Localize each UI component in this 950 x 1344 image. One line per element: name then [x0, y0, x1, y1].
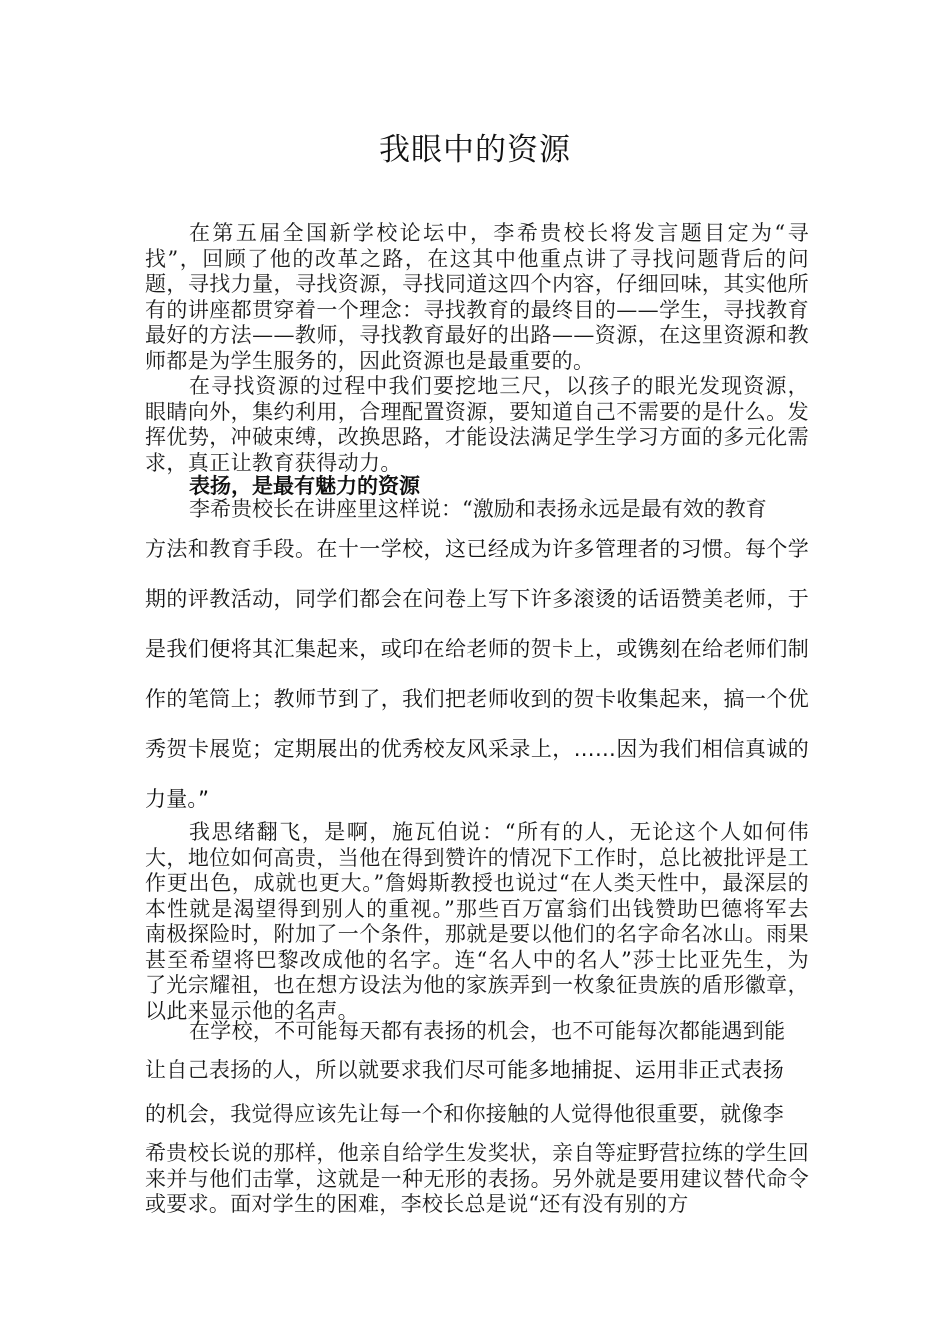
school-line-3-sans: 的机会	[145, 1102, 209, 1126]
school-line-2-sans: 尽可能多地捕捉、运用非正式表扬	[464, 1058, 784, 1082]
school-line-2-serif: 让自己表扬的人，所以就要求我们	[145, 1058, 465, 1082]
paragraph-james: 我思绪翻飞，是啊，施瓦伯说：“所有的人，无论这个人如何伟大，地位如何高贵，当他在得到赞许的情况下工作时，总比被批评是工作更出色，成就也更大。”詹姆斯教授也说过“在人类天性中，最深层的本性就是渴望得到别人的重视。”那些百万富翁们出钱赞助巴德将军去南极探险时，附加了一个条件，那就是要以他们的名字命名冰山。雨果甚至希望将巴黎改成他的名字。连“名人中的名人”莎士比亚先生，为了光宗耀祖，也在想方设法为他的家族弄到一枚象征贵族的盾形徽章，以此来显示他的名声。	[145, 820, 809, 1023]
quote-lead: 方法和教育手段。	[145, 537, 317, 561]
paragraph-intro-2: 在寻找资源的过程中我们要挖地三尺，以孩子的眼光发现资源，眼睛向外，集约利用，合理配置资源，要知道自己不需要的是什么。发挥优势，冲破束缚，改换思路，才能设法满足学生学习方面的多元化需求，真正让教育获得动力。	[145, 374, 809, 475]
document-title: 我眼中的资源	[379, 132, 571, 168]
intro-paragraphs	[145, 221, 809, 476]
quote-intro-line: 李希贵校长在讲座里这样说：“激励和表扬永远是最有效的教育	[189, 497, 767, 521]
quote-body: 在十一学校，这已经成为许多管理者的习惯。每个学期的评教活动，同学们都会在问卷上写下许多滚烫的话语赞美老师，于是我们便将其汇集起来，或印在给老师的贺卡上，或镌刻在给老师们制作的笔筒上；教师节到了，我们把老师收到的贺卡收集起来，搞一个优秀贺卡展览；定期展出的优秀校友风采录上，……因为我们相信真诚的力量。”	[145, 537, 809, 811]
james-paragraph-wrapper	[145, 820, 809, 1024]
school-rest: 希贵校长说的那样，他亲自给学生发奖状，亲自等症野营拉练的学生回来并与他们击掌，这就是一种无形的表扬。另外就是要用建议替代命令或要求。面对学生的困难，李校长总是说“还有没有别的方	[145, 1141, 809, 1216]
school-line-1: 在学校，不可能每天都有表扬的机会，也不可能每次都能遇到能	[189, 1019, 786, 1043]
quote-block	[145, 524, 809, 824]
section-heading: 表扬，是最有魅力的资源	[189, 474, 420, 498]
school-line-2	[145, 1058, 809, 1083]
school-line-3-serif: ，我觉得应该先让每一个和你接触的人觉得他很重要，就像李	[208, 1102, 785, 1126]
paragraph-intro-1: 在第五届全国新学校论坛中，李希贵校长将发言题目定为“寻找”，回顾了他的改革之路，在这其中他重点讲了寻找问题背后的问题，寻找力量，寻找资源，寻找同道这四个内容，仔细回味，其实他所有的讲座都贯穿着一个理念：寻找教育的最终目的——学生，寻找教育最好的方法——教师，寻找教育最好的出路——资源，在这里资源和教师都是为学生服务的，因此资源也是最重要的。	[145, 221, 809, 373]
school-line-3	[145, 1102, 809, 1127]
